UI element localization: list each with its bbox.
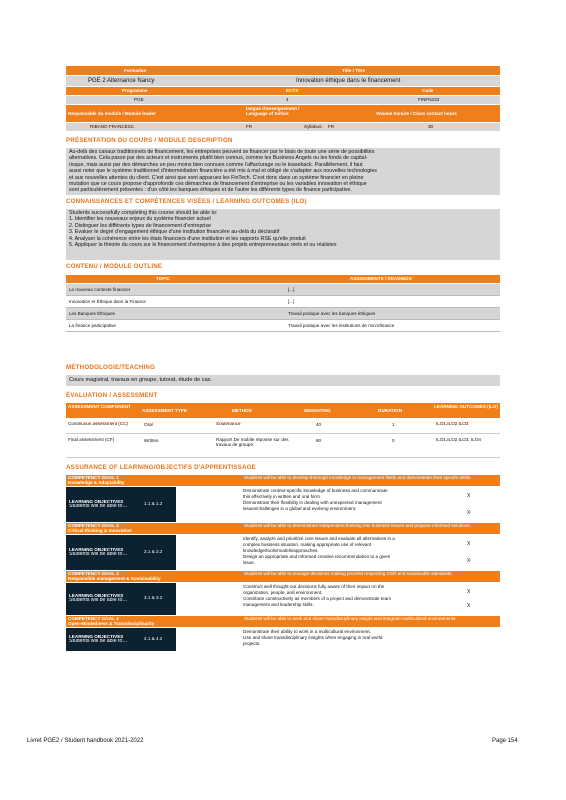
programme-value: PGE	[134, 97, 144, 102]
presentation-line: risque, mais aussi par des démarches un peu moins bien connues comme l'affacturage ou le leaseback. Parallèlement, il faut	[69, 161, 363, 168]
outline-readings-header: ASSIGNMENTS / READINGS	[350, 276, 412, 281]
aol-lo-sub: Students will be able to…	[69, 598, 128, 603]
aol-learning-objectives-cell	[66, 628, 176, 651]
aol-goal-name: Open-Mindedness & Transdisciplinarity	[68, 621, 155, 626]
aol-objective-line: Demonstrate their flexibility in dealing with unexpected management	[243, 500, 382, 505]
presentation-line: aussi noter que le système traditionnel d'intermédiation financière a été mis à mal et obligé de s'adapter aux nouvelles technologies	[69, 168, 377, 175]
aol-lo-label: LEARNING OBJECTIVES	[69, 593, 124, 598]
aol-goal-description: Students will be able to demonstrate independent thinking into business issues and propose informed solutions.	[244, 523, 471, 528]
aol-x-mark: X	[467, 589, 471, 595]
aol-lo-numbers: 4.1 & 4.2	[144, 635, 163, 641]
aol-objective-line: projects.	[243, 641, 261, 646]
aol-objective-line: Use and share transdisciplinary insights when engaging in real world	[243, 635, 383, 640]
aol-objective-line: Contribute constructively as members of a project and demonstrate team	[243, 596, 392, 601]
ilo-line: 4. Analyser la cohérence entre les états financiers d'une institution et les rapports RSE qu'elle produit	[69, 235, 306, 242]
ilo-line: 3. Évaluer le degré d'engagement éthique d'une institution financière au-delà du déclaratif	[69, 229, 280, 236]
eval-col-component: ASSESSMENT COMPONENT	[68, 404, 131, 409]
ects-label: ECTS	[286, 88, 299, 93]
header-row-programme	[66, 87, 500, 95]
aol-lo-sub: Students will be able to…	[69, 503, 128, 509]
eval-duration: 0	[392, 438, 395, 443]
leader-value: RIBANO FRANCESC	[90, 124, 135, 129]
ilo-body	[66, 209, 500, 260]
eval-component: Final assessment (CF)	[68, 437, 115, 442]
program-name: PGE 2 Alternance Nancy	[88, 78, 155, 84]
ilo-line: Students successfully completing this course should be able to:	[69, 210, 218, 216]
aol-objective-line: knowledge/tools/models/approaches.	[243, 548, 319, 553]
aol-learning-objectives-cell	[66, 583, 176, 615]
code-label: Code	[422, 88, 434, 93]
aol-lo-sub: Students will be able to…	[69, 551, 128, 557]
aol-objective-line: Demonstrate their ability to work in a multicultural environment.	[243, 629, 371, 634]
aol-goal-description: Students will be able to develop thorough knowledge in management fields and demonstrate their specific skills.	[244, 475, 472, 480]
aol-lo-numbers: 3.1 & 3.2	[144, 595, 163, 600]
aol-goal-row	[66, 616, 500, 627]
eval-type: Written	[144, 438, 159, 443]
aol-goal-name: Responsible management & Sustainability	[68, 576, 161, 581]
aol-goal-label: COMPETENCY GOAL 4	[68, 616, 119, 621]
syllabus-label: Syllabus:	[304, 124, 323, 129]
aol-goal-label: COMPETENCY GOAL 1	[68, 475, 119, 480]
presentation-line: mutation que ce cours propose d'approfondir ces démarches de financement d'entreprise ou les variables innovation et éthique	[69, 181, 367, 188]
aol-objectives-cell	[177, 583, 500, 615]
aol-goal-row	[66, 571, 500, 582]
aol-goal-description: Students will be able to seek and share transdisciplinary insight and integrate multicultural environments.	[244, 616, 457, 621]
presentation-line: Au-delà des canaux traditionnels de financement, les entreprises peuvent se financer par le biais de toute une série de possibilités	[69, 149, 375, 155]
aol-x-mark: X	[467, 558, 471, 564]
aol-objectives-cell	[177, 628, 500, 651]
outline-row	[66, 284, 500, 296]
eval-col-type: ASSESSMENT TYPE	[142, 408, 187, 413]
aol-objective-line: this effectively in written and oral form	[243, 494, 320, 499]
eval-col-duration: DURATION	[378, 408, 402, 413]
aol-objective-line: complex business situation, making appropriate use of relevant	[243, 542, 372, 547]
eval-method: Rapport De mobile réponse sur des travaux de groupe.	[216, 437, 289, 448]
footer-page-number: Page 154	[492, 738, 518, 744]
footer-handbook: Livret PGE2 / Student handbook 2021-2022	[27, 738, 144, 744]
aol-goal-description: Students will be able to manage decisions making process respecting CSR and sustainable standards.	[244, 571, 453, 576]
aol-objectives-cell	[177, 487, 500, 522]
presentation-heading: PRÉSENTATION DU COURS / MODULE DESCRIPTION	[66, 137, 233, 144]
aol-objective-line: Construct well thought-out decisions fully aware of their impact on the	[243, 584, 385, 589]
methodology-body	[66, 375, 500, 386]
methodology-text: Cours magistral, travaux en groupe, tutorat, étude de cas.	[69, 377, 213, 383]
aol-objective-line: Identify, analyze and prioritize core issues and evaluate all alternatives in a	[243, 536, 395, 541]
presentation-body	[66, 148, 500, 195]
aol-learning-objectives-cell	[66, 535, 176, 570]
presentation-line: alternatives. Cela passe par des acteurs et instruments plutôt bien connus, comme les Business Angels ou les fonds de capital-	[69, 155, 368, 162]
assurance-heading: ASSURANCE OF LEARNING/OBJECTIFS D'APPRENTISSAGE	[66, 464, 256, 471]
aol-objective-line: Design an appropriate and informed creative recommendation to a given	[243, 554, 391, 559]
header-row-formation	[66, 66, 500, 75]
eval-type: Oral	[144, 422, 153, 427]
hours-value: 30	[428, 124, 434, 129]
volume-label: Volume horaire / Class contact hours	[376, 111, 457, 116]
outline-reading: [...]	[288, 287, 295, 292]
aol-lo-sub: Students will be able to…	[69, 638, 128, 644]
aol-goal-name: Knowledge & Adaptability	[68, 480, 125, 485]
presentation-line: sont particulièrement présentes : d'un côté les banques éthiques et de l'autre les différents types de finance participative.	[69, 187, 352, 194]
eval-component: Continuous assessment (CC)	[68, 421, 128, 426]
eval-outcomes: ILO1,ILO2,ILO3	[436, 421, 469, 426]
aol-x-mark: X	[467, 603, 471, 609]
eval-weighting: 40	[316, 422, 322, 427]
header-row-leader-values	[66, 123, 500, 131]
programme-label: Programme	[122, 88, 148, 93]
eval-col-weighting: WEIGHTING	[304, 408, 331, 413]
aol-x-mark: X	[467, 510, 471, 516]
aol-objectives-cell	[177, 535, 500, 570]
eval-weighting: 60	[316, 438, 322, 443]
evaluation-heading: ÉVALUATION / ASSESSMENT	[66, 392, 158, 399]
aol-goal-label: COMPETENCY GOAL 2	[68, 523, 119, 528]
outline-header-row	[66, 275, 500, 283]
aol-goal-label: COMPETENCY GOAL 3	[68, 571, 119, 576]
aol-x-mark: X	[467, 541, 471, 547]
outline-topic-header: TOPIC	[156, 276, 170, 281]
aol-objective-line: Demonstrate context-specific knowledge of business and communicate	[243, 488, 388, 493]
aol-lo-numbers: 2.1 & 2.2	[144, 548, 163, 554]
eval-col-outcomes: LEARNING OUTCOMES (ILO)	[434, 404, 498, 409]
aol-lo-label: LEARNING OBJECTIVES	[69, 498, 124, 504]
aol-objective-line: issue.	[243, 560, 256, 565]
aol-lo-numbers: 1.1 & 1.2	[144, 500, 163, 506]
header-row-responsable	[66, 105, 500, 122]
outline-topic: Innovation et Éthique dans la Finance	[69, 299, 146, 304]
aol-learning-objectives-cell	[66, 487, 176, 522]
langue-label: langue d'enseignement / Language of tuition	[246, 106, 300, 117]
eval-row	[66, 419, 500, 434]
outline-row	[66, 320, 500, 332]
language-value: FR	[246, 124, 253, 129]
formation-label: Formation	[124, 68, 147, 73]
outline-topic: La finance participative	[69, 323, 116, 328]
code-value: FINFN333	[418, 97, 440, 102]
title-label: Title / Titre	[342, 68, 366, 73]
eval-method: Soutenance	[216, 421, 241, 426]
evaluation-header-row	[66, 403, 500, 418]
outline-reading: Travail pratique avec les institutions de microfinance	[288, 323, 395, 328]
aol-goal-row	[66, 475, 500, 486]
header-row-program	[66, 76, 500, 86]
aol-goal-name: Critical thinking & Innovation	[68, 528, 132, 533]
outline-topic: Les Banques Éthiques	[69, 311, 115, 316]
outline-heading: CONTENU / MODULE OUTLINE	[66, 263, 163, 270]
eval-outcomes: ILO1,ILO2,ILO3, ILO4	[436, 437, 481, 442]
eval-duration: 1	[392, 422, 395, 427]
outline-topic: Le nouveau contexte financier	[69, 287, 131, 292]
eval-col-method: METHOD	[232, 408, 252, 413]
ilo-heading: CONNAISSANCES ET COMPÉTENCES VISÉES / LEARNING OUTCOMES (ILO)	[66, 198, 307, 205]
aol-objective-line: management and leadership skills.	[243, 602, 314, 607]
outline-row	[66, 296, 500, 308]
presentation-line: et aux nouvelles attentes du client. C'est ainsi que sont apparues les FinTech. C'est donc dans un système financier en pleine	[69, 174, 364, 181]
ects-value: 4	[286, 97, 289, 102]
eval-row	[66, 435, 500, 458]
aol-goal-row	[66, 523, 500, 534]
aol-lo-label: LEARNING OBJECTIVES	[69, 633, 124, 639]
header-row-programme-values	[66, 96, 500, 104]
outline-reading: [...]	[288, 299, 295, 304]
aol-lo-label: LEARNING OBJECTIVES	[69, 546, 124, 552]
ilo-line: 2. Distinguer les différents types de financement d'entreprise	[69, 222, 211, 229]
aol-objective-line: issues/challenges in a global and evolving environment.	[243, 506, 357, 511]
outline-row	[66, 308, 500, 320]
responsable-label: Responsable du module / Module leader	[68, 111, 156, 116]
ilo-line: 1. Identifier les nouveaux enjeux du système financier actuel	[69, 216, 211, 223]
aol-objective-line: organization, people, and environment.	[243, 590, 323, 595]
course-title: Innovation éthique dans le financement	[296, 78, 401, 84]
ilo-line: 5. Appliquer la théorie du cours sur le financement d'entreprise à des projets entrepreneuriaux réels et ou réalistes	[69, 242, 337, 249]
outline-reading: Travail pratique avec les banques éthiques	[288, 311, 376, 316]
aol-x-mark: X	[467, 493, 471, 499]
methodology-heading: MÉTHODOLOGIE/TEACHING	[66, 364, 156, 371]
syllabus-value: FR	[328, 124, 335, 129]
